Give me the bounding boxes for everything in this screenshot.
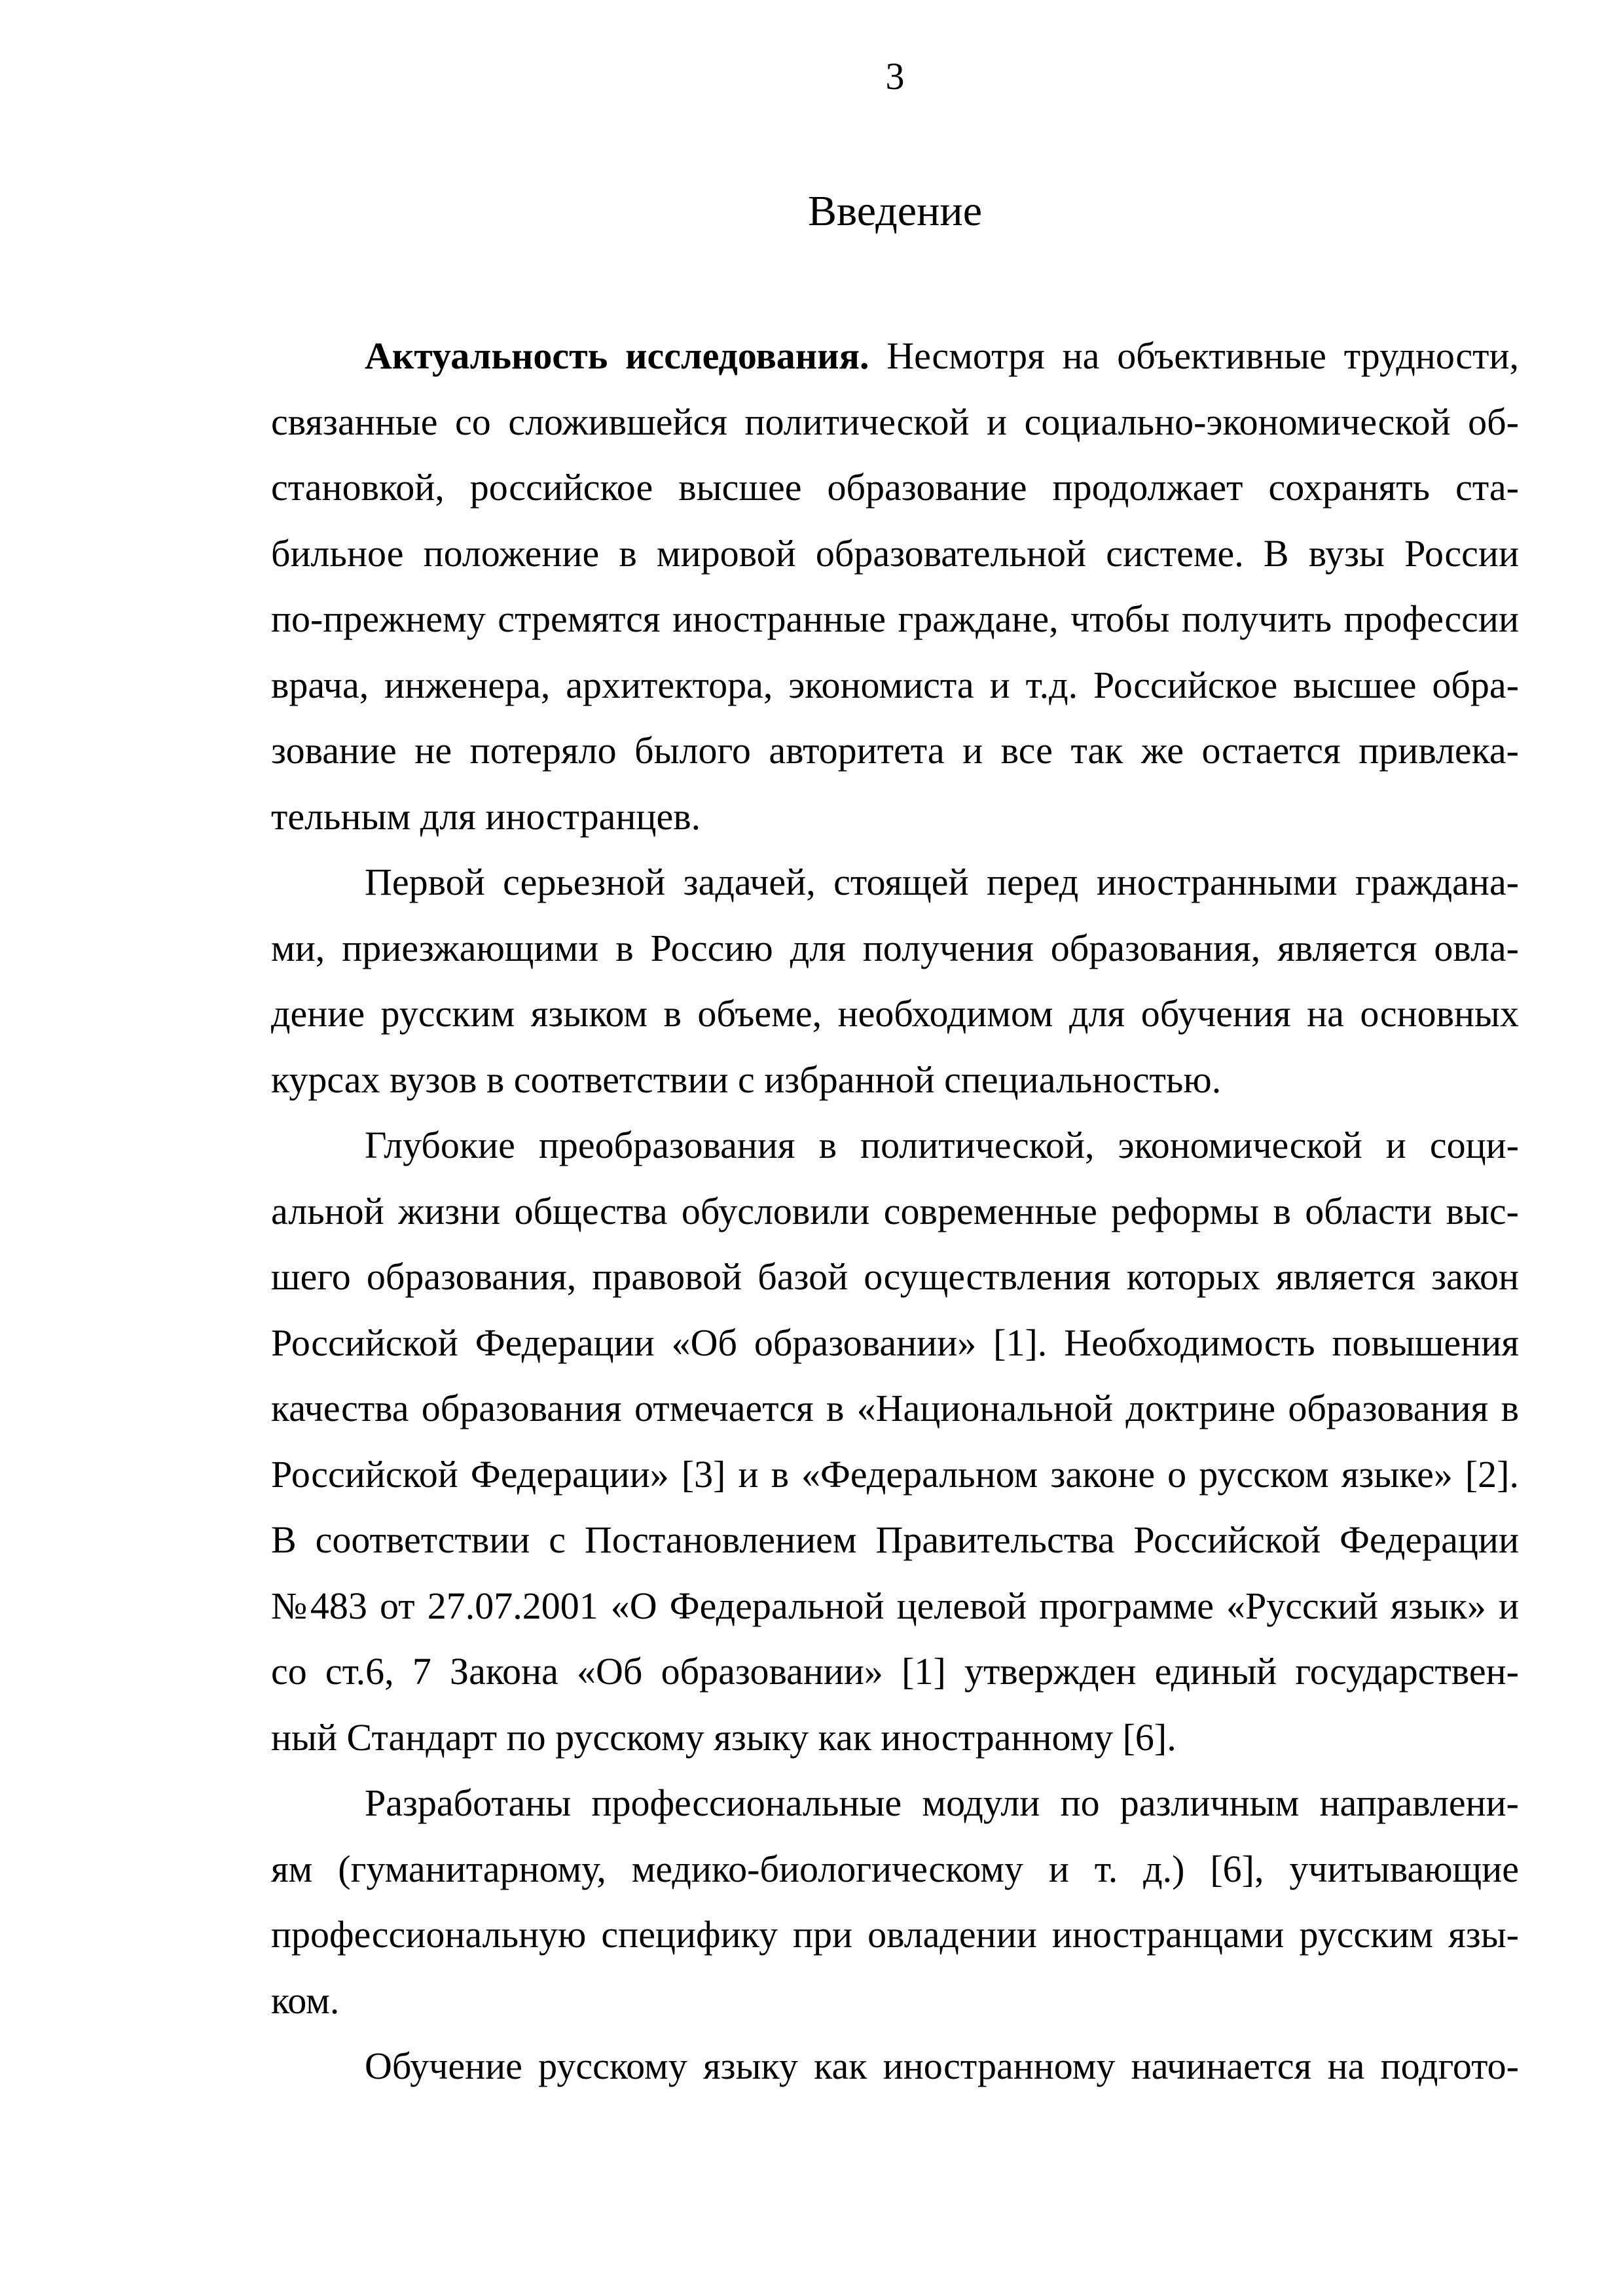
section-title: Введение [807, 187, 983, 235]
text-line: профессиональную специфику при овладении иностранцами русским язы- [271, 1913, 1519, 1956]
paragraph-4 [271, 1770, 1519, 2034]
text-line: курсах вузов в соответствии с избранной специальностью. [271, 1058, 1222, 1101]
body-text [271, 323, 1519, 2100]
text-line: альной жизни общества обусловили современные реформы в области выс- [271, 1189, 1519, 1232]
text-line: качества образования отмечается в «Национальной доктрине образования в [271, 1387, 1519, 1429]
text-line: тельным для иностранцев. [271, 795, 701, 838]
paragraph-1 [271, 323, 1519, 850]
paragraph-3 [271, 1113, 1519, 1770]
text-line: Разработаны профессиональные модули по различным направлени- [365, 1782, 1519, 1824]
text-line: ми, приезжающими в Россию для получения образования, является овла- [271, 926, 1519, 969]
text-line: Первой серьезной задачей, стоящей перед иностранными граждана- [365, 861, 1519, 903]
text-line: Глубокие преобразования в политической, экономической и соци- [365, 1124, 1519, 1166]
text-line: В соответствии с Постановлением Правительства Российской Федерации [271, 1518, 1519, 1561]
text-line: бильное положение в мировой образовательной системе. В вузы России [271, 531, 1519, 575]
bold-lead-phrase: Актуальность исследования. [365, 334, 869, 377]
paragraph-2 [271, 850, 1519, 1113]
text-line: дение русским языком в объеме, необходимом для обучения на основных [271, 992, 1519, 1035]
text-line: Российской Федерации «Об образовании» [1]. Необходимость повышения [271, 1321, 1519, 1364]
text-line [271, 323, 1519, 389]
text-line: ям (гуманитарному, медико-биологическому и т. д.) [6], учитывающие [271, 1847, 1519, 1890]
text-line: по-прежнему стремятся иностранные граждане, чтобы получить профессии [271, 598, 1519, 640]
text-line: врача, инженера, архитектора, экономиста и т.д. Российское высшее обра- [271, 663, 1519, 706]
line-text: Несмотря на объективные трудности, [869, 334, 1519, 377]
text-line: Российской Федерации» [3] и в «Федеральном законе о русском языке» [2]. [271, 1452, 1519, 1496]
text-line: шего образования, правовой базой осуществления которых является закон [271, 1255, 1519, 1298]
text-line: связанные со сложившейся политической и социально-экономической об- [271, 400, 1519, 443]
text-line: №483 от 27.07.2001 «О Федеральной целевой программе «Русский язык» и [271, 1584, 1519, 1627]
text-line: со ст.6, 7 Закона «Об образовании» [1] утвержден единый государствен- [271, 1650, 1519, 1693]
text-line: Обучение русскому языку как иностранному начинается на подгото- [365, 2045, 1519, 2087]
paragraph-5 [271, 2034, 1519, 2100]
text-line: зование не потеряло былого авторитета и все так же остается привлека- [271, 729, 1519, 772]
text-line: становкой, российское высшее образование продолжает сохранять ста- [271, 466, 1519, 509]
page-number: 3 [885, 55, 905, 98]
text-line: ком. [271, 1979, 340, 2022]
text-line: ный Стандарт по русскому языку как иностранному [6]. [271, 1715, 1176, 1759]
